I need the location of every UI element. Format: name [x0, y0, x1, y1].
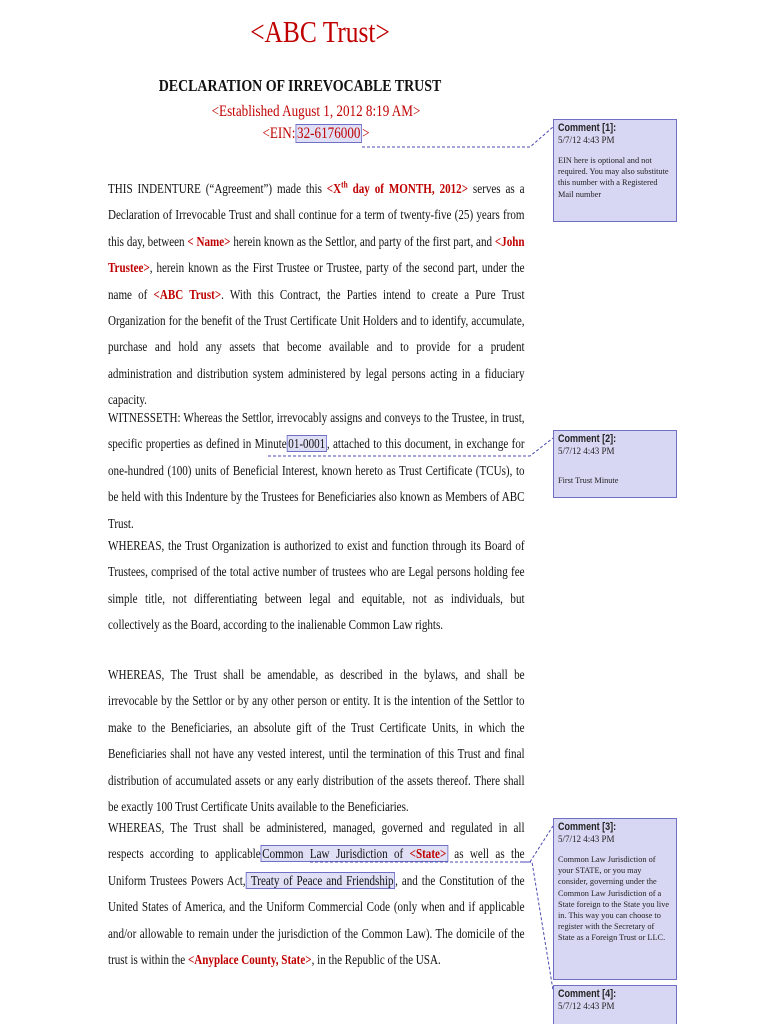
p1-text-c: herein known as the Settlor, and party of the first part, and: [230, 233, 495, 249]
comment-label: Comment [3]:: [558, 821, 617, 833]
p5-text-b: as well as the Uniform Trustees Powers Act,: [108, 846, 525, 888]
trust-name-placeholder: <ABC Trust>: [153, 286, 222, 302]
comment-balloon-3[interactable]: [553, 818, 677, 980]
established-line: <Established August 1, 2012 8:19 AM>: [211, 103, 421, 120]
comment-label: Comment [4]:: [558, 988, 617, 1000]
comment-1-connector: [362, 127, 553, 147]
p1-text-b: serves as a Declaration of Irrevocable Trust and shall continue for a term of twenty-five (25) years from this day, between: [108, 181, 525, 249]
comment-label: Comment [1]:: [558, 122, 617, 134]
p2-text-b: , attached to this document, in exchange for one-hundred (100) units of Beneficial Interest, known hereto as Trust Certificate (TCUs), to be held with this Indenture by the Trustees for Beneficiaries also known as Members of ABC Trust.: [108, 436, 525, 531]
county-placeholder: <Anyplace County, State>: [187, 952, 312, 968]
treaty-highlight[interactable]: Treaty of Peace and Friendship: [247, 872, 394, 888]
comment-label: Comment [2]:: [558, 433, 617, 445]
comment-timestamp: 5/7/12 4:43 PM: [558, 134, 615, 145]
ein-prefix: <EIN:: [262, 125, 296, 142]
comment-text: First Trust Minute: [558, 476, 619, 485]
jurisdiction-highlight[interactable]: Common Law Jurisdiction of <State>: [262, 846, 447, 862]
settlor-name-placeholder: < Name>: [187, 233, 231, 249]
comment-text: EIN here is optional and not required. You may also substitute this number with a Registered Mail number: [558, 156, 669, 199]
trustee-name-placeholder: <John Trustee>: [108, 233, 525, 276]
minute-highlight[interactable]: 01-0001: [288, 436, 326, 452]
p5-text-c: , and the Constitution of the United States of America, and the Uniform Commercial Code (only when and if applicable and/or allowable to remain under the jurisdiction of the Common Law). The domicile of the trust is within the: [108, 872, 525, 968]
p1-text-a: THIS INDENTURE (“Agreement”) made this: [108, 181, 327, 196]
date-placeholder: <Xth day of MONTH, 2012>: [326, 179, 469, 196]
comment-2-connector: [268, 438, 553, 456]
ein-value-highlight[interactable]: 32-6176000: [297, 125, 361, 142]
comment-3-connector: [310, 826, 553, 862]
amendable-paragraph: WHEREAS, The Trust shall be amendable, as described in the bylaws, and shall be irrevocable by the Settlor or by any other person or entity. It is the intention of the Settlor to make to the Beneficiaries, an absolute gift of the Trust Certificate Units, in which the Beneficiaries shall not have any vested interest, until the termination of this Trust and final distribution of accumulated assets or any early distribution of the assets thereof. There shall be exactly 100 Trust Certificate Units available to the Beneficiaries.: [108, 667, 525, 815]
p2-text-a: WITNESSETH: Whereas the Settlor, irrevocably assigns and conveys to the Trustee, in trust, specific properties as defined in Minute: [108, 410, 525, 452]
ein-suffix: >: [362, 125, 370, 142]
comment-4-connector: [523, 862, 553, 990]
p1-text-e: . With this Contract, the Parties intend to create a Pure Trust Organization for the benefit of the Trust Certificate Unit Holders and to identify, accumulate, purchase and hold any assets that become available and to provide for a prudent administration and distribution system administered by legal persons acting in a fiduciary capacity.: [108, 286, 525, 408]
p5-text-d: , in the Republic of the USA.: [311, 952, 441, 968]
comment-text: Common Law Jurisdiction of your STATE, or you may consider, governing under the Common Law Jurisdiction of a State foreign to the State you live in. This way you can choose to register with the Secretary of State as a Foreign Trust or LLC.: [558, 855, 670, 943]
board-paragraph: WHEREAS, the Trust Organization is authorized to exist and function through its Board of Trustees, comprised of the total active number of trustees who are Legal persons holding fee simple title, not differentiating between legal and equitable, not as individuals, but collectively as the Board, according to the inalienable Common Law rights.: [108, 538, 525, 633]
declaration-heading: DECLARATION OF IRREVOCABLE TRUST: [158, 76, 442, 95]
comment-timestamp: 5/7/12 4:43 PM: [558, 445, 615, 456]
comment-timestamp: 5/7/12 4:43 PM: [558, 1000, 615, 1011]
p5-text-a: WHEREAS, The Trust shall be administered, managed, governed and regulated in all respects according to applicable: [108, 820, 525, 862]
comment-balloon-2[interactable]: [553, 430, 677, 498]
comment-balloon-4[interactable]: [553, 985, 677, 1024]
document-title: <ABC Trust>: [250, 14, 390, 49]
comment-timestamp: 5/7/12 4:43 PM: [558, 833, 615, 844]
comment-balloon-1[interactable]: [553, 119, 677, 222]
p1-text-d: , herein known as the First Trustee or Trustee, party of the second part, under the name of: [108, 260, 525, 302]
